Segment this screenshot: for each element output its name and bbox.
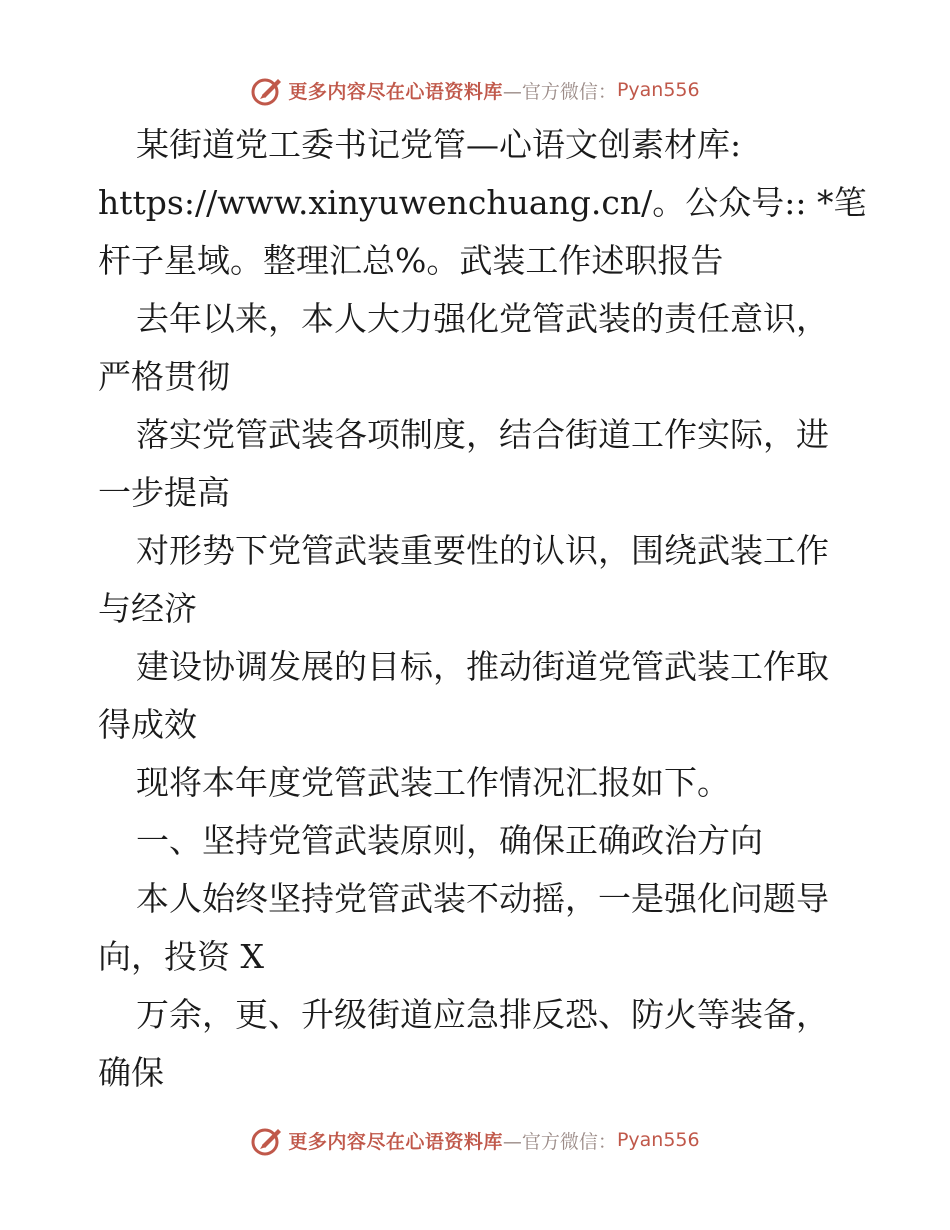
banner-brand-id: Pyan556 [616, 1129, 700, 1151]
doc-line-1: 某街道党工委书记党管—心语文创素材库: [136, 125, 742, 164]
doc-line-6: 落实党管武装各项制度，结合街道工作实际，进 [136, 415, 829, 454]
banner-brand-main: 更多内容尽在心语资料库 [288, 1130, 503, 1153]
footer-banner [0, 1120, 950, 1160]
doc-line-17: 确保 [98, 1053, 164, 1092]
doc-line-4: 去年以来，本人大力强化党管武装的责任意识， [136, 299, 829, 338]
doc-line-11: 得成效 [98, 705, 197, 744]
banner-brand-sub: —官方微信： [502, 1130, 617, 1153]
banner-brand-sub: —官方微信： [502, 80, 617, 103]
doc-line-15: 向，投资 X [98, 937, 264, 976]
doc-line-12: 现将本年度党管武装工作情况汇报如下。 [136, 763, 730, 802]
doc-line-10: 建设协调发展的目标，推动街道党管武装工作取 [136, 647, 829, 686]
header-banner [0, 70, 950, 110]
doc-line-9: 与经济 [98, 589, 197, 628]
doc-line-8: 对形势下党管武装重要性的认识，围绕武装工作 [136, 531, 829, 570]
banner-brand-id: Pyan556 [616, 79, 700, 101]
banner-brand-main: 更多内容尽在心语资料库 [288, 80, 503, 103]
doc-line-5: 严格贯彻 [98, 357, 230, 396]
doc-line-13: 一、坚持党管武装原则，确保正确政治方向 [136, 821, 763, 860]
doc-line-14: 本人始终坚持党管武装不动摇，一是强化问题导 [136, 879, 829, 918]
doc-line-3: 杆子星域。整理汇总%。武装工作述职报告 [98, 241, 724, 280]
quill-logo-icon [250, 73, 284, 107]
document-body [0, 116, 950, 1102]
doc-line-16: 万余，更、升级街道应急排反恐、防火等装备， [136, 995, 829, 1034]
doc-line-7: 一步提高 [98, 473, 230, 512]
doc-line-2: https://www.xinyuwenchuang.cn/。公众号:: *笔 [98, 183, 867, 222]
quill-logo-icon [250, 1123, 284, 1157]
